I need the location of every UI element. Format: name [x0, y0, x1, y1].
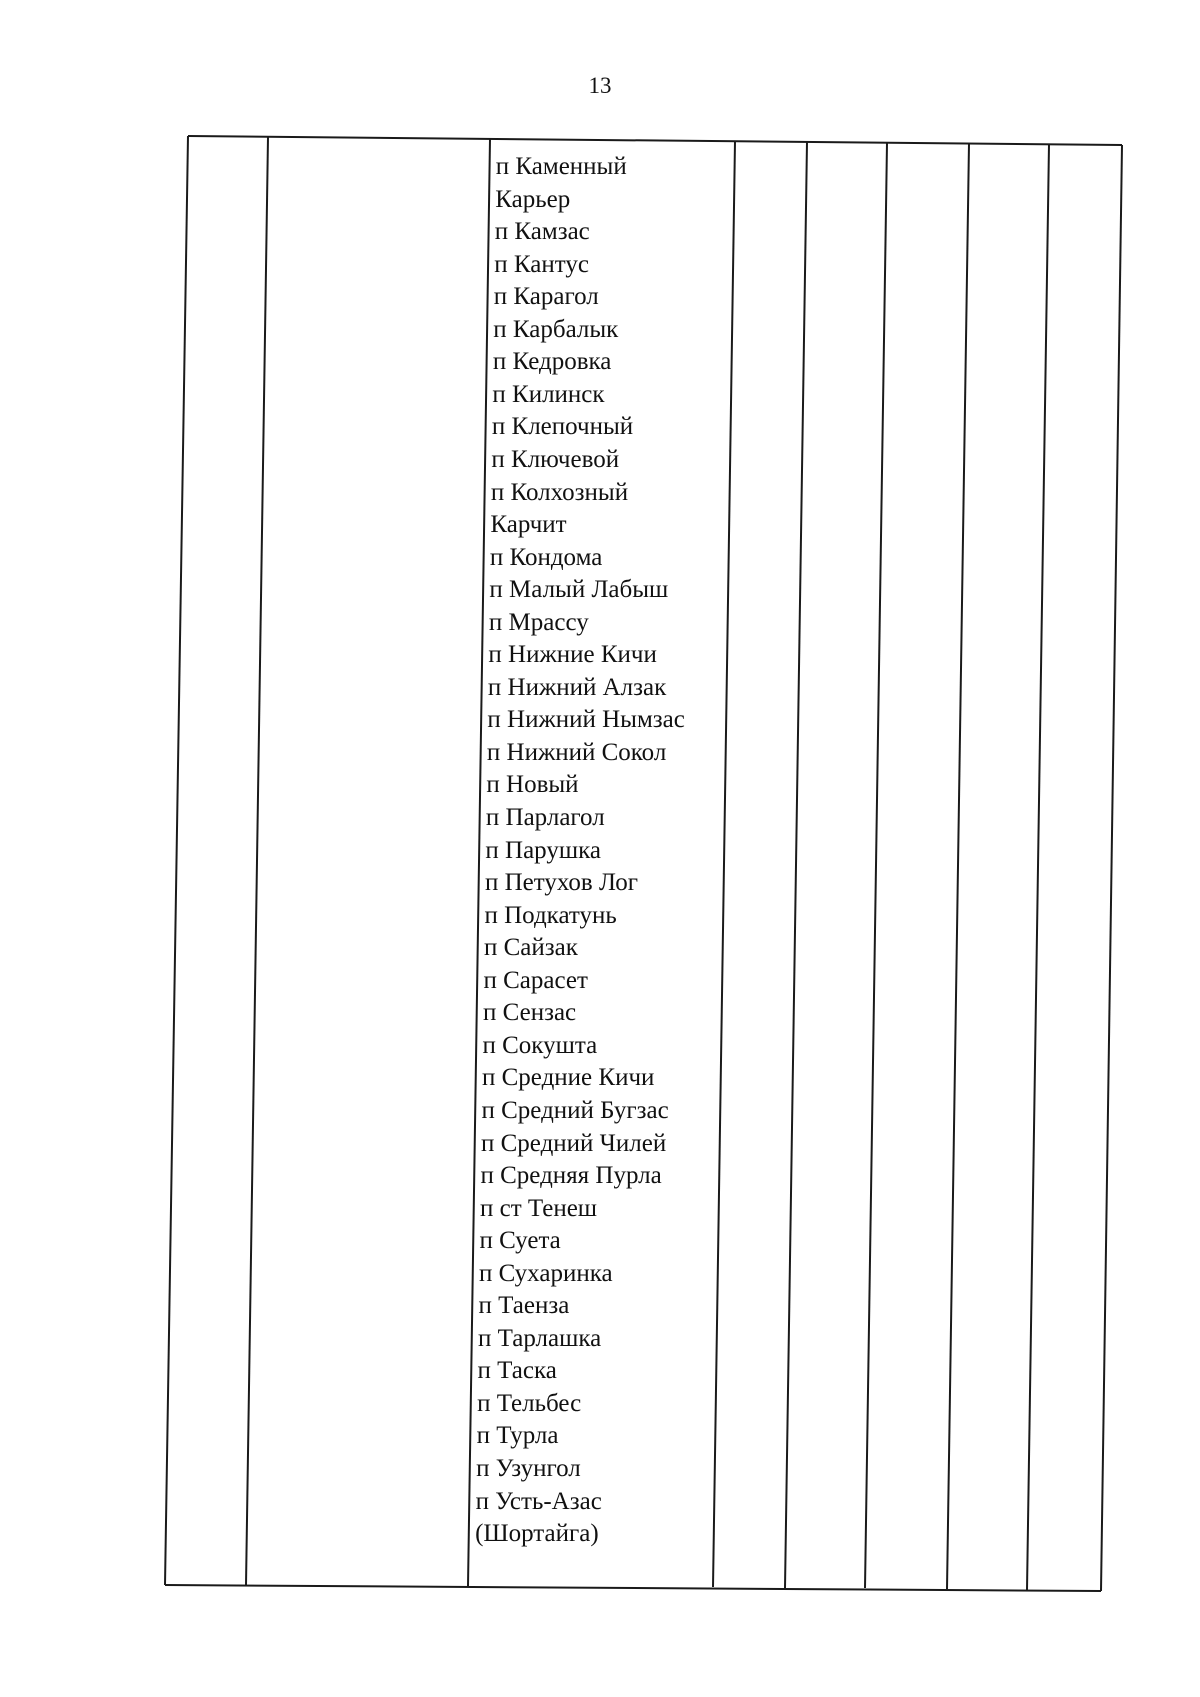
settlement-item: п Парушка [485, 836, 601, 864]
settlement-item: п Мрассу [488, 608, 589, 636]
settlement-item: п Средняя Пурла [480, 1162, 662, 1189]
settlement-item: п Сайзак [484, 934, 578, 962]
settlement-item: п Клепочный [491, 413, 634, 441]
page-number: 13 [588, 73, 612, 98]
settlement-item: п Ключевой [491, 445, 620, 473]
settlement-item: п Нижние Кичи [488, 641, 657, 669]
settlement-item: п Нижний Алзак [487, 673, 667, 701]
settlement-item: п Карагол [493, 283, 599, 311]
settlement-item: п Усть-Азас [475, 1487, 602, 1515]
settlement-item: п Парлагол [485, 804, 605, 831]
settlement-item: п Суета [479, 1227, 561, 1255]
settlement-item: п Средние Кичи [482, 1064, 655, 1092]
settlement-item: п Нижний Нымзас [487, 706, 685, 734]
settlement-item: п Камзас [494, 218, 590, 246]
settlement-item: п Средний Чилей [481, 1129, 667, 1157]
settlement-item: п Кантус [494, 250, 589, 278]
settlement-item: п Узунгол [476, 1455, 581, 1482]
settlement-item: п Тельбес [477, 1389, 582, 1417]
settlement-item: п Турла [476, 1422, 559, 1450]
settlement-item: п Сокушта [482, 1031, 598, 1059]
settlement-item: п Каменный [495, 153, 627, 180]
settlement-item: п Подкатунь [484, 901, 617, 929]
settlement-item: Карьер [495, 185, 571, 213]
settlement-item: Карчит [490, 511, 567, 538]
settlement-item: п Таска [477, 1357, 557, 1385]
settlement-item: п Тарлашка [478, 1324, 602, 1352]
settlement-item: (Шортайга) [475, 1520, 599, 1548]
settlement-item: п Карбалык [493, 315, 619, 343]
settlement-item: п Сензас [483, 999, 577, 1027]
settlement-item: п Петухов Лог [485, 869, 639, 897]
settlement-item: п ст Тенеш [480, 1194, 598, 1222]
settlement-item: п Сухаринка [479, 1259, 613, 1287]
settlement-item: п Нижний Сокол [486, 738, 667, 766]
settlement-item: п Таенза [478, 1292, 570, 1320]
settlement-item: п Новый [486, 771, 579, 799]
settlement-item: п Малый Лабыш [489, 576, 669, 604]
settlement-item: п Средний Бугзас [481, 1096, 669, 1124]
settlement-item: п Килинск [492, 380, 605, 408]
settlement-item: п Кондома [489, 543, 603, 571]
settlement-item: п Колхозный [490, 478, 629, 506]
settlement-item: п Сарасет [483, 966, 588, 994]
settlement-item: п Кедровка [492, 348, 612, 376]
